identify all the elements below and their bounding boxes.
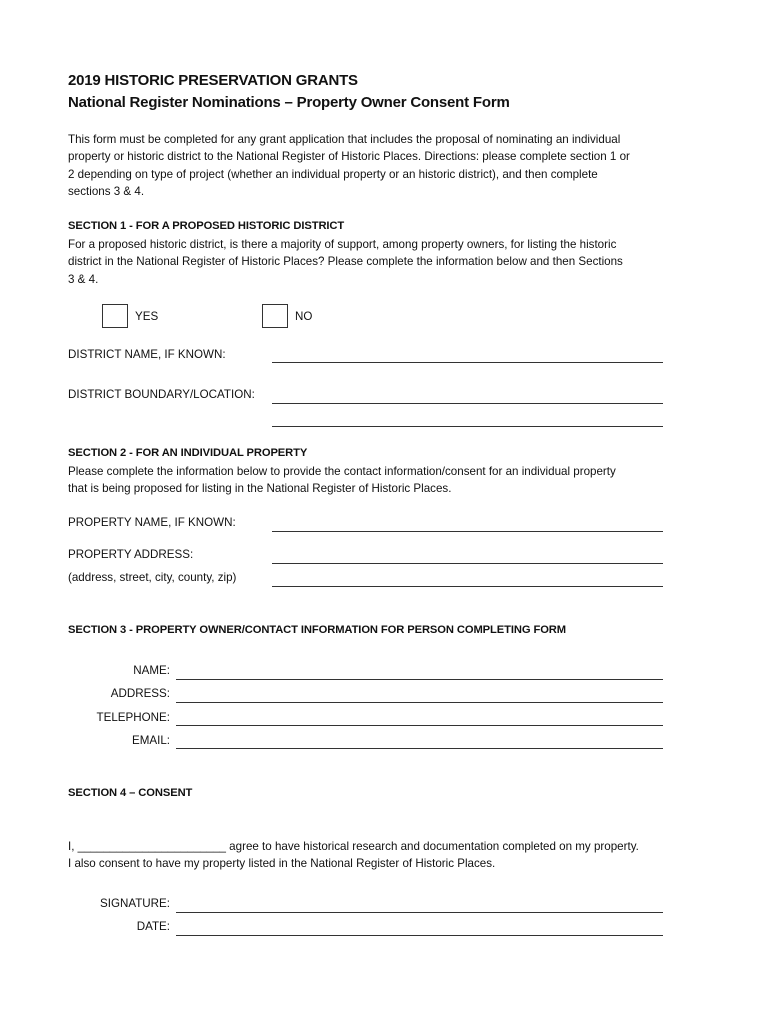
consent-line: I, _______________________ agree to have historical research and documentation completed on my property. [68,840,639,853]
property-address-label: PROPERTY ADDRESS: [68,548,194,561]
owner-email-label: EMAIL: [131,734,170,747]
owner-address-label: ADDRESS: [110,687,170,700]
yes-checkbox[interactable] [102,304,128,328]
signature-field[interactable] [176,912,663,913]
owner-address-field[interactable] [176,702,663,703]
owner-telephone-label: TELEPHONE: [96,711,170,724]
section2-line: Please complete the information below to provide the contact information/consent for an individual property [68,465,616,478]
owner-telephone-field[interactable] [176,725,663,726]
owner-name-label: NAME: [133,664,170,677]
property-address-field-2[interactable] [272,586,663,587]
form-subtitle: National Register Nominations – Property Owner Consent Form [68,94,510,111]
date-label: DATE: [136,920,170,933]
form-title: 2019 HISTORIC PRESERVATION GRANTS [68,72,358,89]
section2-description [68,463,708,498]
consent-statement [68,838,728,873]
section4-heading: SECTION 4 – CONSENT [68,787,193,799]
section2-heading: SECTION 2 - FOR AN INDIVIDUAL PROPERTY [68,447,308,459]
owner-email-field[interactable] [176,748,663,749]
intro-line: 2 depending on type of project (whether an individual property or an historic district), and then complete [68,167,598,181]
section1-heading: SECTION 1 - FOR A PROPOSED HISTORIC DISTRICT [68,220,345,232]
no-label: NO [295,310,313,323]
property-name-label: PROPERTY NAME, IF KNOWN: [68,516,236,529]
district-name-field[interactable] [272,362,663,363]
property-name-field[interactable] [272,531,663,532]
yes-label: YES [135,310,159,323]
district-name-label: DISTRICT NAME, IF KNOWN: [68,348,226,361]
date-field[interactable] [176,935,663,936]
district-boundary-label: DISTRICT BOUNDARY/LOCATION: [68,388,255,401]
section2-line: that is being proposed for listing in the National Register of Historic Places. [68,482,452,496]
property-address-field[interactable] [272,563,663,564]
intro-line: sections 3 & 4. [68,184,145,198]
section1-line: 3 & 4. [68,272,99,286]
district-boundary-field[interactable] [272,403,663,404]
section1-line: district in the National Register of Historic Places? Please complete the information below and then Sections [68,255,623,269]
address-hint: (address, street, city, county, zip) [68,571,237,584]
consent-line: I also consent to have my property listed in the National Register of Historic Places. [68,857,496,871]
section1-description [68,236,708,288]
intro-paragraph [68,131,708,200]
section3-heading: SECTION 3 - PROPERTY OWNER/CONTACT INFORMATION FOR PERSON COMPLETING FORM [68,624,567,636]
signature-label: SIGNATURE: [100,897,170,910]
district-boundary-field-2[interactable] [272,426,663,427]
section1-line: For a proposed historic district, is there a majority of support, among property owners, for listing the historic [68,238,617,251]
intro-line: property or historic district to the National Register of Historic Places. Directions: please complete section 1 or [68,150,630,164]
no-checkbox[interactable] [262,304,288,328]
intro-line: This form must be completed for any grant application that includes the proposal of nominating an individual [68,133,621,146]
owner-name-field[interactable] [176,679,663,680]
